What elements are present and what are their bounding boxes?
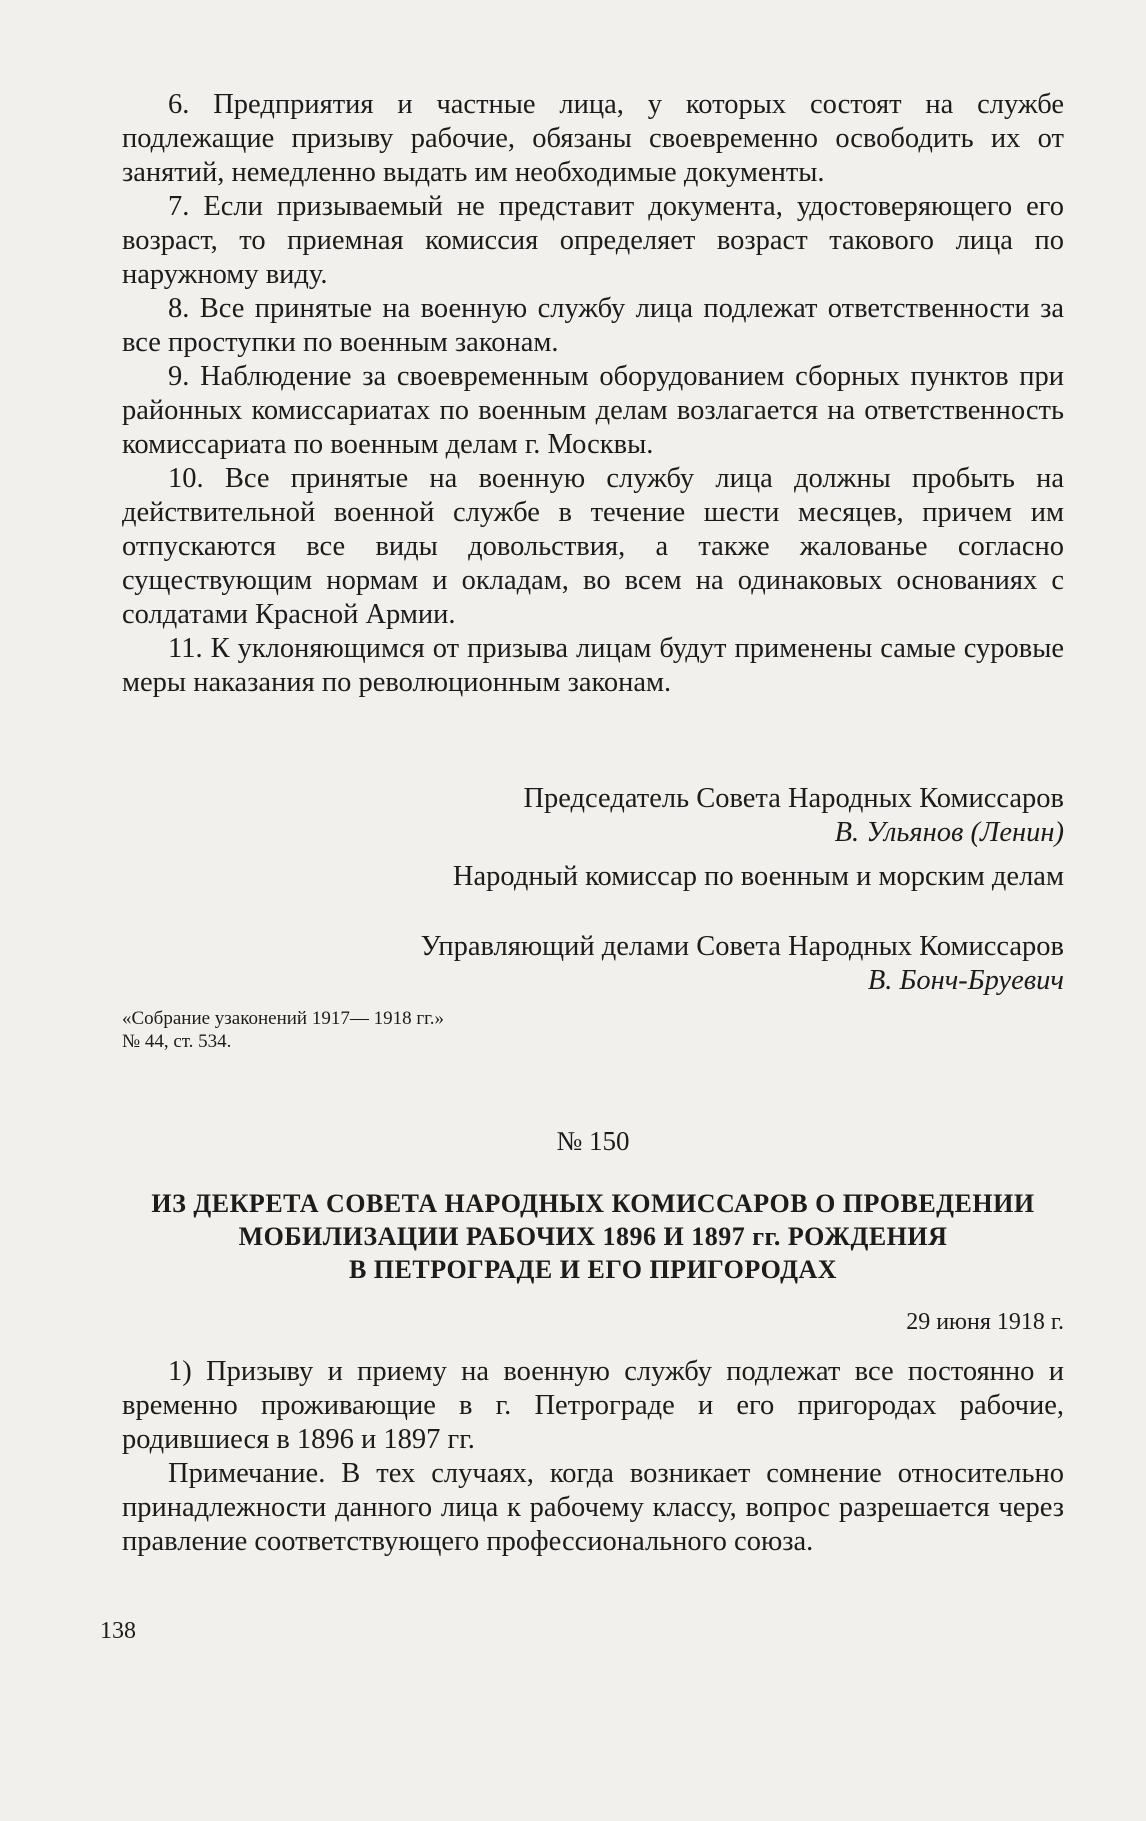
document-150 xyxy=(122,1125,1064,1559)
clause-10: 10. Все принятые на военную службу лица должны пробыть на действительной военной службе в течение шести месяцев, причем им отпускаются все виды довольствия, а также жалованье согласно существующим нормам и окладам, во всем на одинаковых основаниях с солдатами Красной Армии. xyxy=(122,463,1064,630)
clause-8: 8. Все принятые на военную службу лица подлежат ответственности за все проступки по военным законам. xyxy=(122,293,1064,358)
source-line-1: «Собрание узаконений 1917— 1918 гг.» xyxy=(122,1008,445,1029)
page-number: 138 xyxy=(100,1618,136,1644)
clause-11: 11. К уклоняющимся от призыва лицам будут применены самые суровые меры наказания по революционным законам. xyxy=(122,633,1064,698)
heading-line-1: ИЗ ДЕКРЕТА СОВЕТА НАРОДНЫХ КОМИССАРОВ О ПРОВЕДЕНИИ xyxy=(151,1189,1035,1218)
source-line-2: № 44, ст. 534. xyxy=(122,1031,232,1052)
clause-7: 7. Если призываемый не представит документа, удостоверяющего его возраст, то приемная комиссия определяет возраст такового лица по наружному виду. xyxy=(122,191,1064,290)
document-paragraph-1: 1) Призыву и приему на военную службу подлежат все постоянно и временно проживающие в г. Петрограде и его пригородах рабочие, родившиеся в 1896 и 1897 гг. xyxy=(122,1356,1064,1455)
commissar-title: Народный комиссар по военным и морским делам xyxy=(452,861,1064,892)
manager-title: Управляющий делами Совета Народных Комиссаров xyxy=(420,931,1064,962)
decree-clauses xyxy=(122,88,1064,700)
heading-line-3: В ПЕТРОГРАДЕ И ЕГО ПРИГОРОДАХ xyxy=(348,1255,838,1284)
document-heading xyxy=(122,1187,1064,1286)
document-number: № 150 xyxy=(556,1126,630,1156)
manager-name: В. Бонч-Бруевич xyxy=(867,965,1064,996)
chairman-name: В. Ульянов (Ленин) xyxy=(834,817,1064,848)
document-note: Примечание. В тех случаях, когда возникает сомнение относительно принадлежности данного лица к рабочему классу, вопрос разрешается через правление соответствующего профессионального союза. xyxy=(122,1458,1064,1557)
chairman-title: Председатель Совета Народных Комиссаров xyxy=(523,783,1064,814)
clause-6: 6. Предприятия и частные лица, у которых состоят на службе подлежащие призыву рабочие, обязаны своевременно освободить их от занятий, немедленно выдать им необходимые документы. xyxy=(122,89,1064,188)
clause-9: 9. Наблюдение за своевременным оборудованием сборных пунктов при районных комиссариатах по военным делам возлагается на ответственность комиссариата по военным делам г. Москвы. xyxy=(122,361,1064,460)
document-date: 29 июня 1918 г. xyxy=(906,1309,1064,1335)
heading-line-2: МОБИЛИЗАЦИИ РАБОЧИХ 1896 И 1897 гг. РОЖДЕНИЯ xyxy=(238,1222,948,1251)
source-reference xyxy=(122,1007,1064,1053)
signatures-block xyxy=(122,782,1064,998)
